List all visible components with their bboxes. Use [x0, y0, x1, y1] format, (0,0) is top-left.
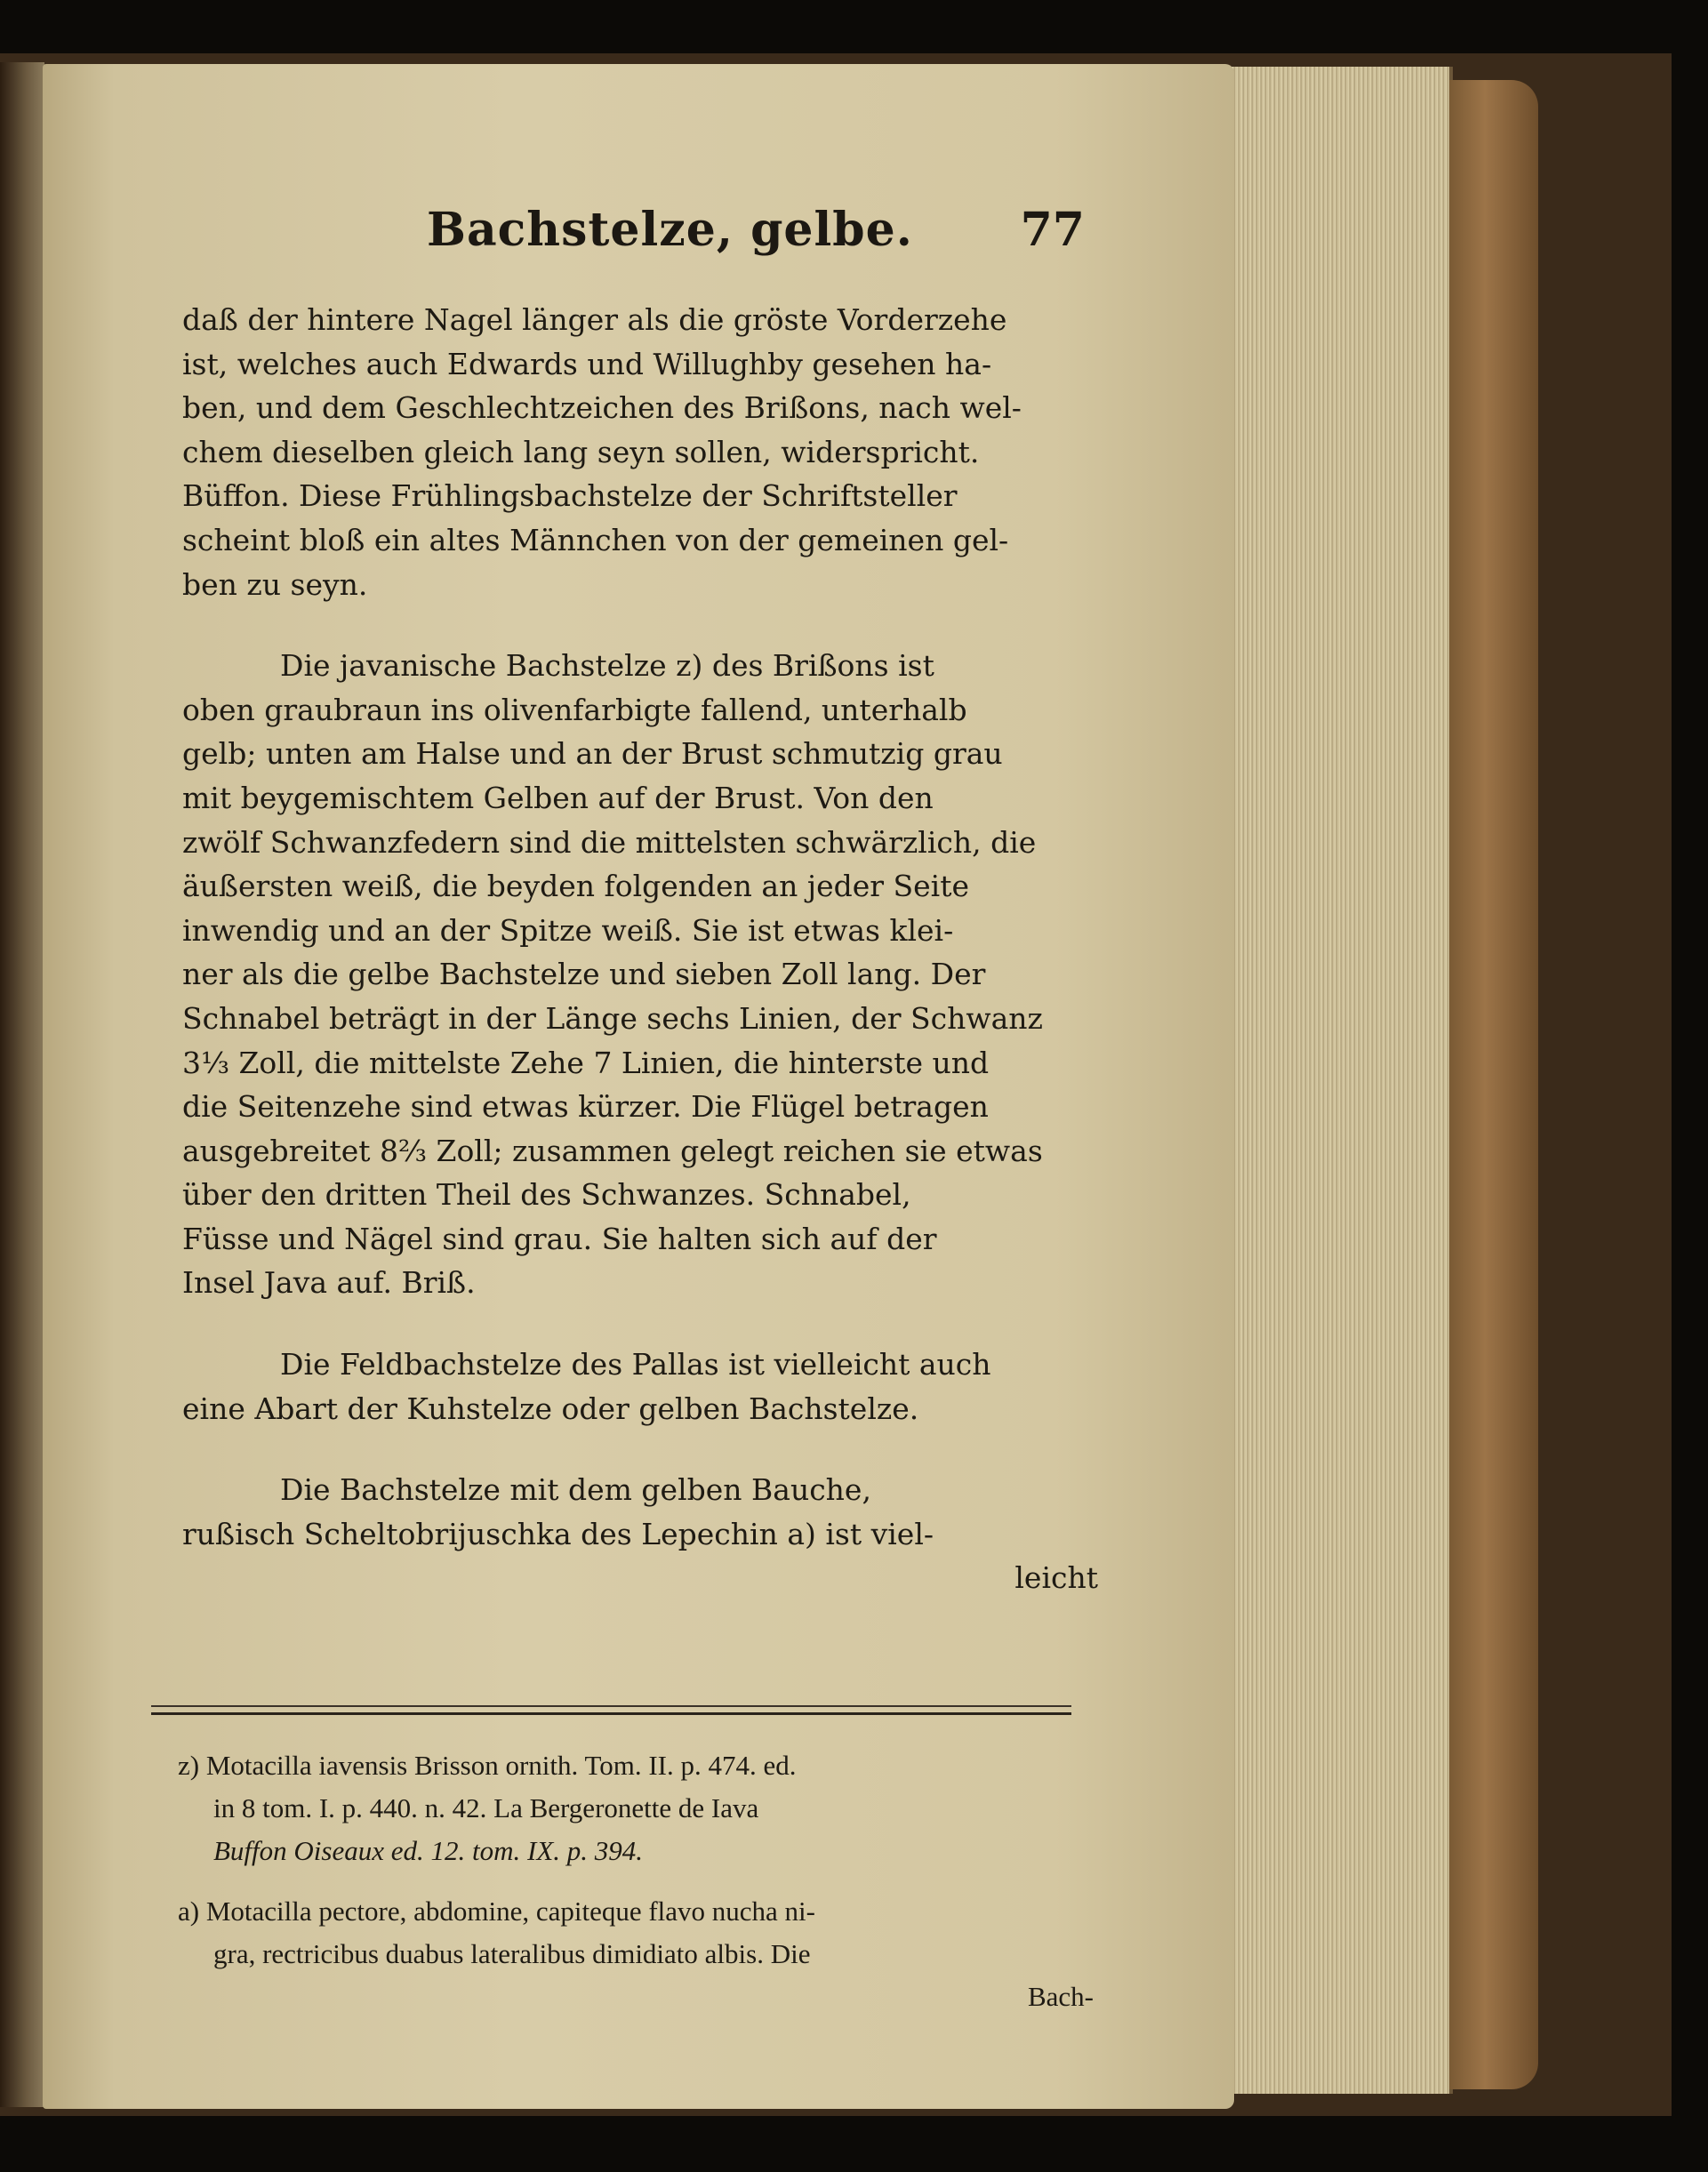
catchword: leicht	[1014, 1560, 1098, 1596]
text-line: Schnabel beträgt in der Länge sechs Linien, der Schwanz	[182, 1000, 1043, 1036]
text-line: Die Feldbachstelze des Pallas ist vielleicht auch	[280, 1347, 991, 1383]
text-line: gelb; unten am Halse und an der Brust schmutzig grau	[182, 736, 1003, 772]
footnotes	[178, 1744, 1094, 2018]
text-line: ist, welches auch Edwards und Willughby gesehen ha-	[182, 346, 992, 381]
text-line: 3⅓ Zoll, die mittelste Zehe 7 Linien, die hinterste und	[182, 1045, 990, 1080]
text-line: ben zu seyn.	[182, 566, 368, 602]
footnote-line: in 8 tom. I. p. 440. n. 42. La Bergeronette de Iava	[213, 1792, 759, 1823]
text-line: Die Bachstelze mit dem gelben Bauche,	[280, 1472, 871, 1508]
footnote-z	[178, 1744, 1094, 1872]
footnote-line: Buffon Oiseaux ed. 12. tom. IX. p. 394.	[213, 1835, 644, 1866]
text-line: mit beygemischtem Gelben auf der Brust. Von den	[182, 780, 934, 815]
text-line: Füsse und Nägel sind grau. Sie halten sich auf der	[182, 1221, 937, 1256]
text-line: über den dritten Theil des Schwanzes. Schnabel,	[182, 1177, 911, 1213]
main-text	[182, 298, 1098, 1600]
paragraph-4	[182, 1468, 1098, 1600]
text-line: Die javanische Bachstelze z) des Brißons ist	[280, 648, 934, 684]
text-line: daß der hintere Nagel länger als die gröste Vorderzehe	[182, 302, 1007, 337]
footnote-a	[178, 1890, 1094, 2018]
footnote-catchword: Bach-	[1027, 1981, 1094, 2012]
text-line: zwölf Schwanzfedern sind die mittelsten schwärzlich, die	[182, 824, 1037, 860]
text-line: ner als die gelbe Bachstelze und sieben Zoll lang. Der	[182, 957, 986, 992]
facing-page-edge	[0, 62, 44, 2107]
page-block-edges	[1227, 67, 1453, 2094]
text-line: äußersten weiß, die beyden folgenden an jeder Seite	[182, 869, 970, 904]
text-line: Insel Java auf. Briß.	[182, 1265, 476, 1301]
text-line: oben graubraun ins olivenfarbigte fallend, unterhalb	[182, 692, 967, 727]
text-line: inwendig und an der Spitze weiß. Sie ist etwas klei-	[182, 912, 954, 948]
paragraph-1	[182, 298, 1098, 606]
text-line: chem dieselben gleich lang seyn sollen, widerspricht.	[182, 434, 980, 469]
text-line: scheint bloß ein altes Männchen von der gemeinen gel-	[182, 522, 1009, 557]
running-head	[427, 203, 1085, 283]
page-number: 77	[1020, 203, 1085, 257]
paragraph-3	[182, 1342, 1098, 1431]
footnote-line: a) Motacilla pectore, abdomine, capiteque flavo nucha ni-	[178, 1895, 815, 1927]
book-cover-edge	[1449, 80, 1538, 2089]
text-line: rußisch Scheltobrijuschka des Lepechin a) ist viel-	[182, 1516, 934, 1551]
text-line: eine Abart der Kuhstelze oder gelben Bachstelze.	[182, 1391, 919, 1426]
text-line: Büffon. Diese Frühlingsbachstelze der Schriftsteller	[182, 478, 958, 514]
footnote-line: z) Motacilla iavensis Brisson ornith. Tom. II. p. 474. ed.	[178, 1750, 797, 1781]
text-line: ausgebreitet 8⅔ Zoll; zusammen gelegt reichen sie etwas	[182, 1133, 1043, 1168]
footnote-line: gra, rectricibus duabus lateralibus dimidiato albis. Die	[213, 1938, 811, 1969]
footnote-rule	[151, 1705, 1071, 1715]
text-line: die Seitenzehe sind etwas kürzer. Die Flügel betragen	[182, 1089, 989, 1125]
text-line: ben, und dem Geschlechtzeichen des Brißons, nach wel-	[182, 390, 1022, 426]
paragraph-2	[182, 644, 1098, 1305]
running-head-title: Bachstelze, gelbe.	[427, 203, 913, 257]
